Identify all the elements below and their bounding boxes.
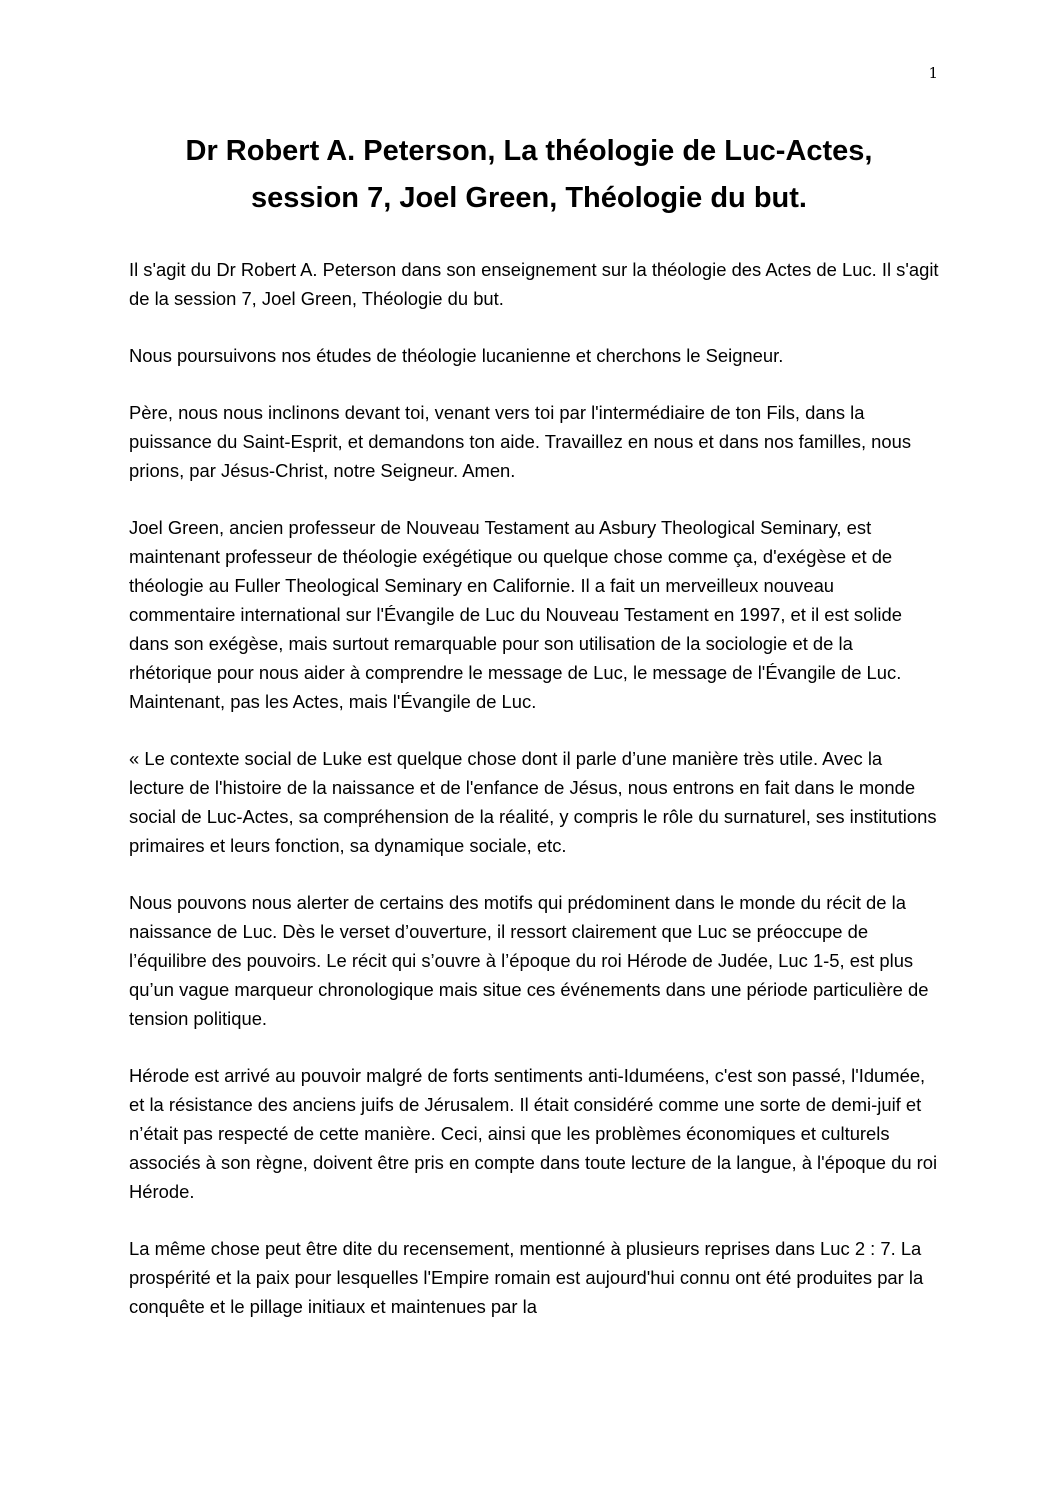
paragraph: Nous pouvons nous alerter de certains des motifs qui prédominent dans le monde du récit de la naissance de Luc. Dès le verset d’ouverture, il ressort clairement que Luc se préoccupe de l’équilibre des pouvoirs. Le récit qui s’ouvre à l’époque du roi Hérode de Judée, Luc 1-5, est plus qu’un vague marqueur chronologique mais situe ces événements dans une période particulière de tension politique.: [129, 892, 929, 1029]
document-body: [129, 255, 939, 1349]
paragraph: « Le contexte social de Luke est quelque chose dont il parle d’une manière très utile. Avec la lecture de l'histoire de la naissance et de l'enfance de Jésus, nous entrons en fait dans le monde social de Luc-Actes, sa compréhension de la réalité, y compris le rôle du surnaturel, ses institutions primaires et leurs fonction, sa dynamique sociale, etc.: [129, 748, 937, 856]
title-line: session 7, Joel Green, Théologie du but.: [251, 182, 807, 214]
paragraph: La même chose peut être dite du recensement, mentionné à plusieurs reprises dans Luc 2 : 7. La prospérité et la paix pour lesquelles l'Empire romain est aujourd'hui connu ont été produites par la conquête et le pillage initiaux et maintenues par la: [129, 1238, 924, 1317]
paragraph: Nous poursuivons nos études de théologie lucanienne et cherchons le Seigneur.: [129, 345, 784, 366]
paragraph: Il s'agit du Dr Robert A. Peterson dans son enseignement sur la théologie des Actes de Luc. Il s'agit de la session 7, Joel Green, Théologie du but.: [129, 259, 939, 309]
paragraph: Joel Green, ancien professeur de Nouveau Testament au Asbury Theological Seminary, est maintenant professeur de théologie exégétique ou quelque chose comme ça, d'exégèse et de théologie au Fuller Theological Seminary en Californie. Il a fait un merveilleux nouveau commentaire international sur l'Évangile de Luc du Nouveau Testament en 1997, et il est solide dans son exégèse, mais surtout remarquable pour son utilisation de la sociologie et de la rhétorique pour nous aider à comprendre le message de Luc, le message de l'Évangile de Luc. Maintenant, pas les Actes, mais l'Évangile de Luc.: [129, 517, 902, 712]
paragraph: Père, nous nous inclinons devant toi, venant vers toi par l'intermédiaire de ton Fils, dans la puissance du Saint-Esprit, et demandons ton aide. Travaillez en nous et dans nos familles, nous prions, par Jésus-Christ, notre Seigneur. Amen.: [129, 402, 912, 481]
document-title: [60, 128, 998, 222]
title-line: Dr Robert A. Peterson, La théologie de Luc-Actes,: [185, 135, 873, 167]
page-number: 1: [928, 64, 938, 82]
paragraph: Hérode est arrivé au pouvoir malgré de forts sentiments anti-Iduméens, c'est son passé, l'Idumée, et la résistance des anciens juifs de Jérusalem. Il était considéré comme une sorte de demi-juif et n’était pas respecté de cette manière. Ceci, ainsi que les problèmes économiques et culturels associés à son règne, doivent être pris en compte dans toute lecture de la langue, à l'époque du roi Hérode.: [129, 1065, 938, 1202]
